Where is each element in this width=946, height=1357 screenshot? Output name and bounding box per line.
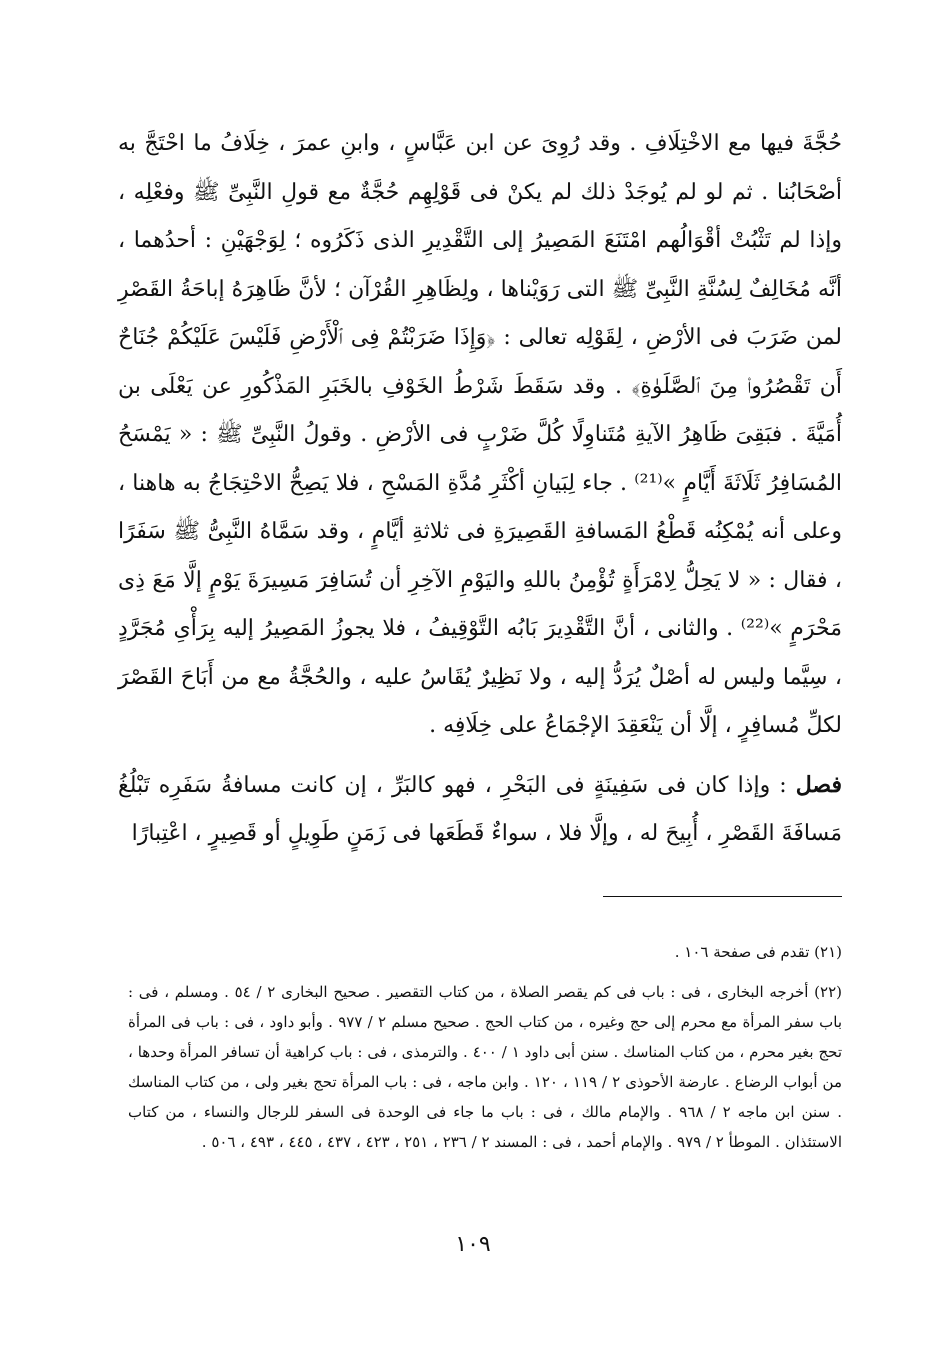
footnote-separator	[603, 896, 842, 897]
fasl-text: : وإذا كان فى سَفِينَةٍ فى البَحْرِ ، فهو كالبَرِّ ، إن كانت مسافةُ سَفَرِه تَبْلُغُ مَسافَةَ القَصْرِ ، أُبِيحَ له ، وإلَّا فلا ، سواءٌ قَطَعَها فى زَمَنٍ طَوِيلٍ أو قَصِيرٍ ، اعْتِبارًا	[118, 772, 842, 846]
page-number: ١٠٩	[455, 1232, 491, 1257]
footnote-22: (٢٢) أخرجه البخارى ، فى : باب فى كم يقصر الصلاة ، من كتاب التقصير . صحيح البخارى ٢ / ٥٤ . ومسلم ، فى : باب سفر المرأة مع محرم إلى حج وغيره ، من كتاب الحج . صحيح مسلم ٢ / ٩٧٧ . وأبو داود ، فى : باب فى المرأة تحج بغير محرم ، من كتاب المناسك . سنن أبى داود ١ / ٤٠٠ . والترمذى ، فى : باب كراهية أن تسافر المرأة وحدها ، من أبواب الرضاع . عارضة الأحوذى ٢ / ١١٩ ، ١٢٠ . وابن ماجه ، فى : باب المرأة تحج بغير ولى ، من كتاب المناسك . سنن ابن ماجه ٢ / ٩٦٨ . والإمام مالك ، فى : باب ما جاء فى الوحدة فى السفر للرجال والنساء ، من كتاب الاستئذان . الموطأ ٢ / ٩٧٩ . والإمام أحمد ، فى : المسند ٢ / ٢٣٦ ، ٢٥١ ، ٤٢٣ ، ٤٣٧ ، ٤٤٥ ، ٤٩٣ ، ٥٠٦ .	[128, 983, 843, 1151]
footnotes	[128, 937, 842, 1157]
fasl-paragraph	[118, 761, 842, 859]
section-heading-fasl: فصل	[795, 771, 842, 798]
footnote-21: (٢١) تقدم فى صفحة ١٠٦ .	[674, 943, 842, 961]
body-paragraph: حُجَّةَ فيها مع الاخْتِلَافِ . وقد رُوِىَ عن ابن عَبَّاسٍ ، وابنِ عمرَ ، خِلَافُ ما احْتَجَّ به أصْحَابُنا . ثم لو لم يُوجَدْ ذلك لم يكنْ فى قَوْلِهِم حُجَّةٌ مع قولِ النَّبِىِّ ﷺ وفعْلِه ، وإذا لم تَثْبُتْ أقْوَالُهم امْتَنَعَ المَصِيرُ إلى التَّقْدِيرِ الذى ذَكَرُوه ؛ لِوَجْهَيْنِ : أحدُهما ، أنَّه مُخَالِفٌ لِسُنَّةِ النَّبِىِّ ﷺ التى رَوَيْناها ، ولِظَاهِرِ القُرْآن ؛ لأنَّ ظَاهِرَهُ إباحَةُ القَصْرِ لمن ضَرَبَ فى الأرْضِ ، لِقَوْلِه تعالى : ﴿وَإِذَا ضَرَبْتُمْ فِى ٱلْأَرْضِ فَلَيْسَ عَلَيْكُمْ جُنَاحٌ أَن تَقْصُرُوا۟ مِنَ ٱلصَّلَوٰةِ﴾ . وقد سَقَطَ شَرْطُ الخَوْفِ بالخَبَرِ المَذْكُورِ عن يَعْلَى بن أُمَيَّةَ . فبَقِىَ ظَاهِرُ الآيةِ مُتَناوِلًا كُلَّ ضَرْبٍ فى الأرْضِ . وقولُ النَّبِىِّ ﷺ : « يَمْسَحُ المُسَافِرُ ثَلَاثَةَ أَيَّامٍ »⁽²¹⁾ . جاء لِبَيانِ أكْثَرِ مُدَّةِ المَسْحِ ، فلا يَصِحُّ الاحْتِجَاجُ به هاهنا ، وعلى أنه يُمْكِنُه قَطْعُ المَسافةِ القَصِيرَةِ فى ثلاثةِ أيَّامٍ ، وقد سَمَّاهُ النَّبِىُّ ﷺ سَفَرًا ، فقال : « لا يَحِلُّ لِامْرَأَةٍ تُؤْمِنُ باللهِ واليَوْمِ الآخِرِ أن تُسَافِرَ مَسِيرَةَ يَوْمٍ إلَّا مَعَ ذِى مَحْرَمٍ »⁽²²⁾ . والثانى ، أنَّ التَّقْدِيرَ بَابُه التَّوْقِيفُ ، فلا يجوزُ المَصِيرُ إليه بِرَأْىِ مُجَرَّدٍ ، سِيَّما وليس له أصْلٌ يُرَدُّ إليه ، ولا نَظِيرٌ يُقَاسُ عليه ، والحُجَّةُ مع من أَبَاحَ القَصْرَ لكلِّ مُسافِرٍ ، إلَّا أن يَنْعَقِدَ الإجْمَاعُ على خِلَافِه .	[118, 131, 843, 738]
main-text	[118, 120, 842, 859]
